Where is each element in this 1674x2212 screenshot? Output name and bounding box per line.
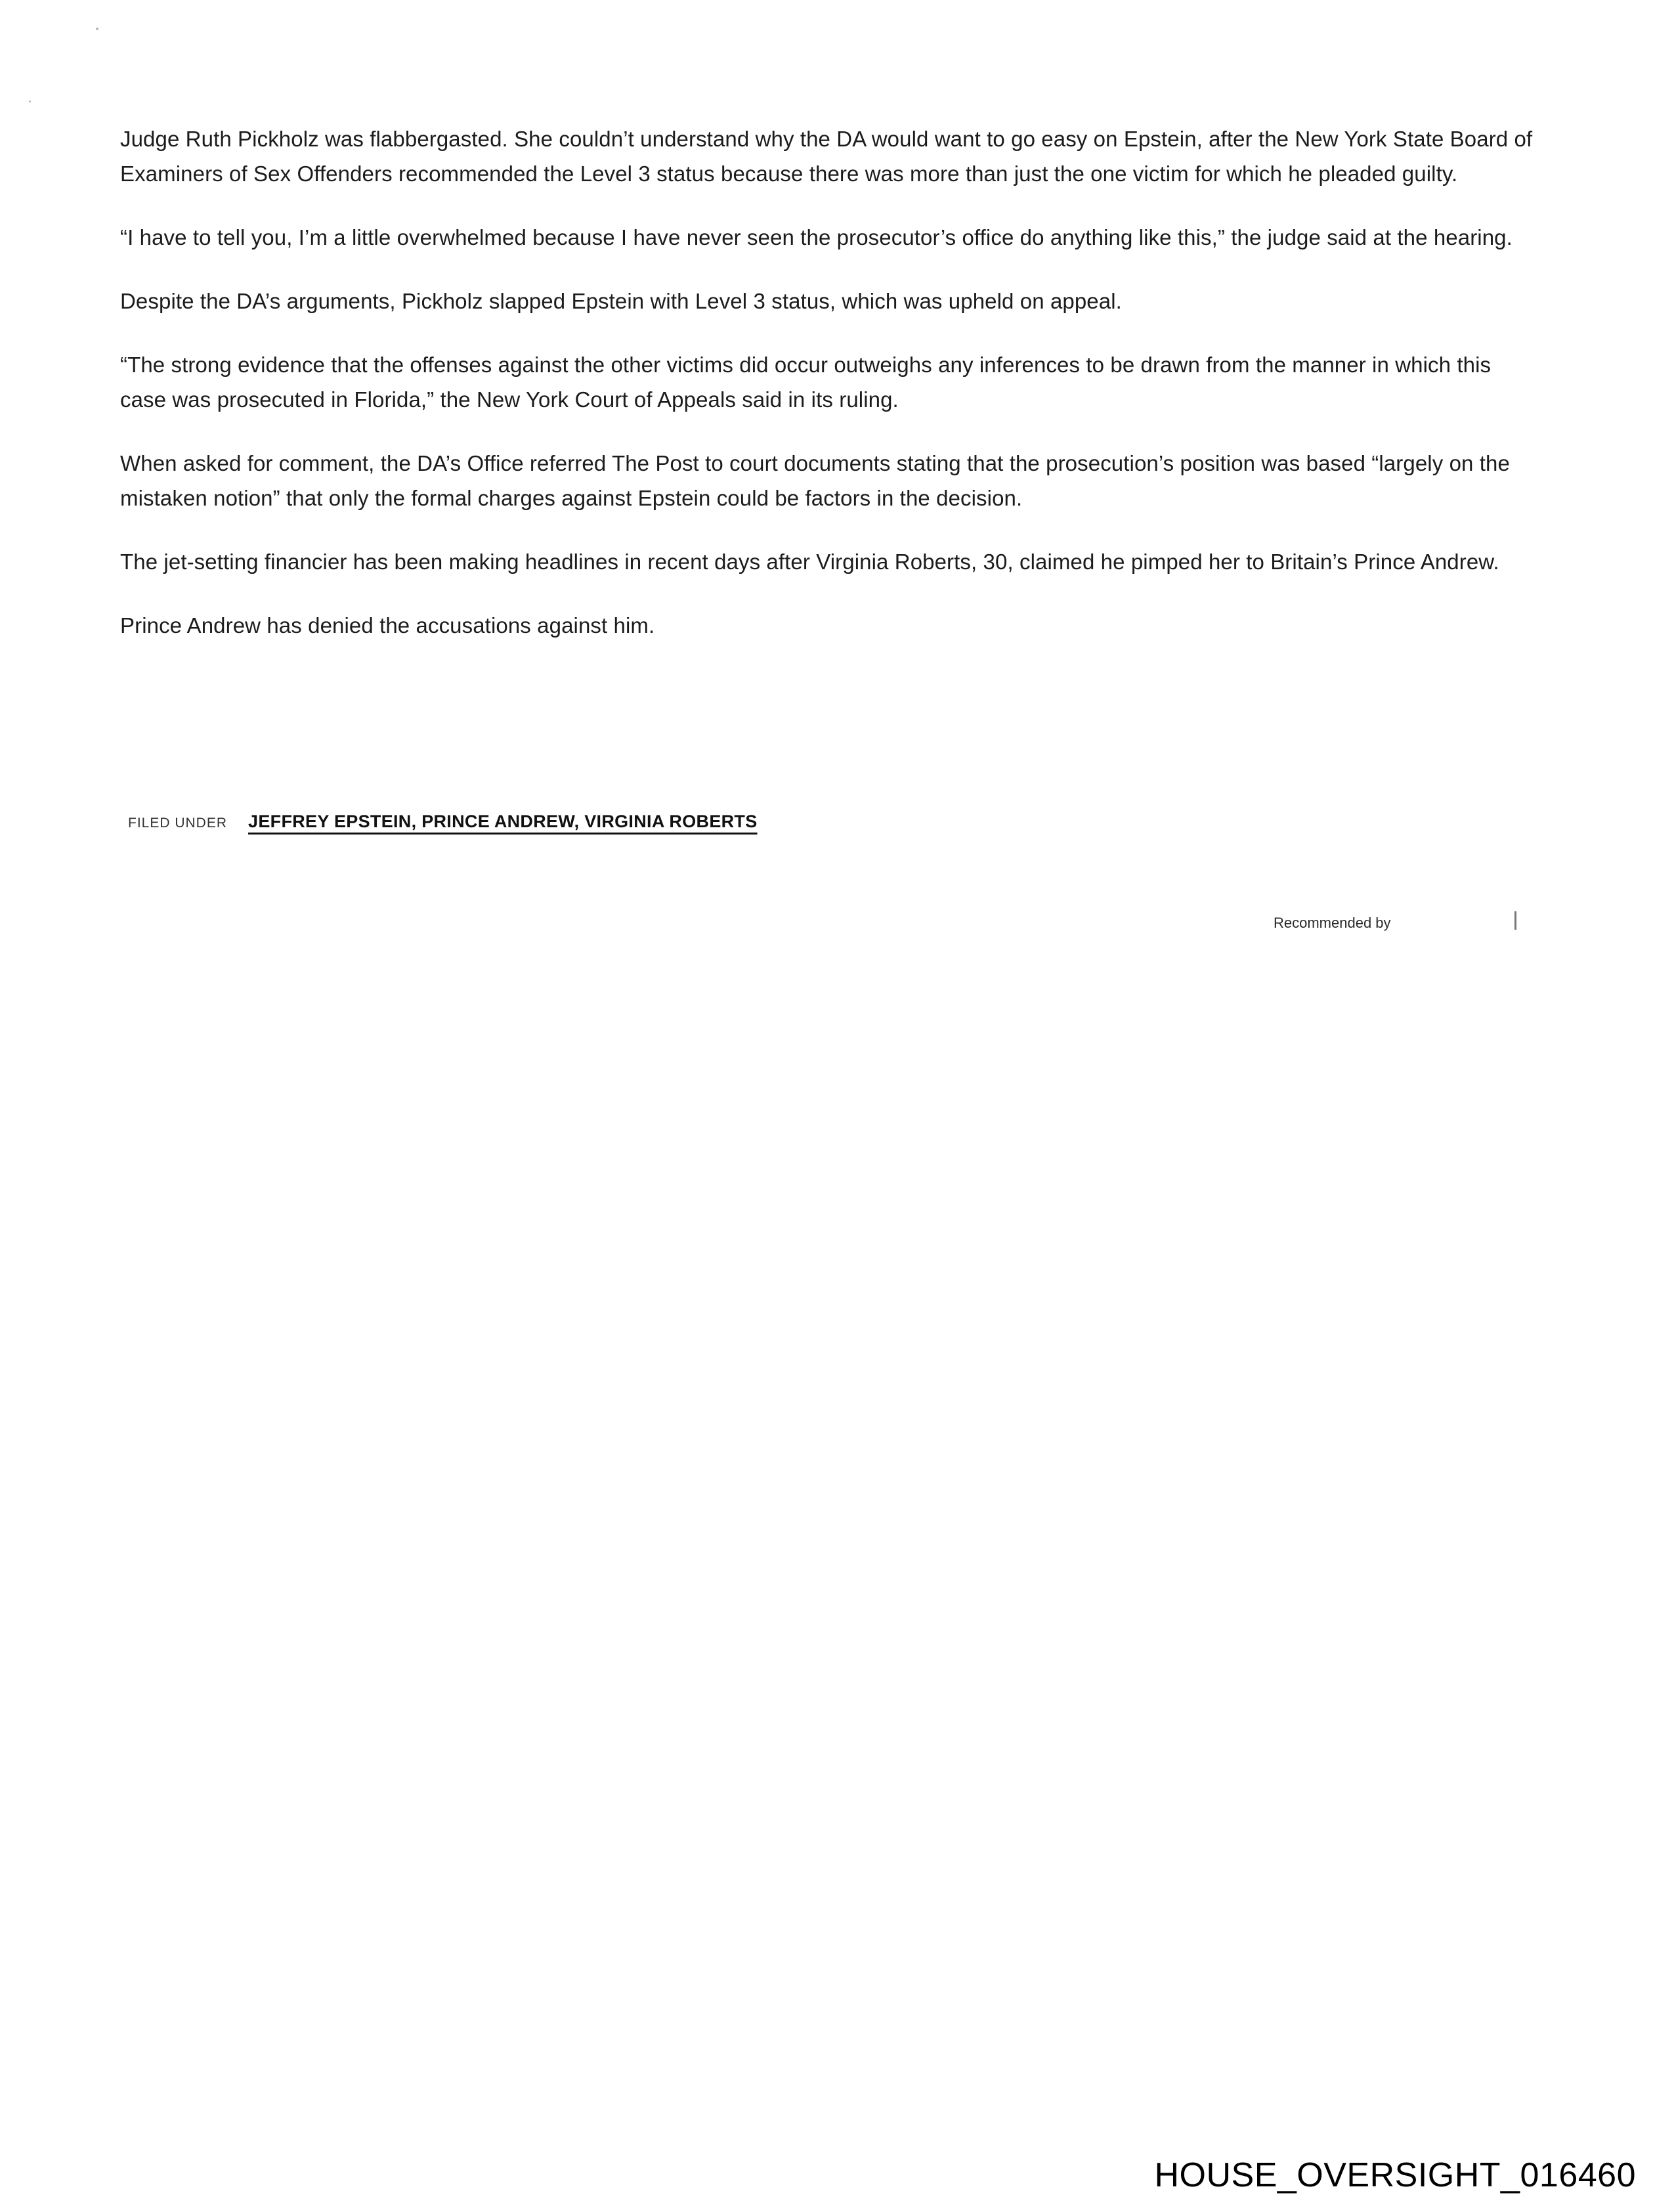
scan-speck bbox=[96, 28, 98, 30]
article-paragraph: Judge Ruth Pickholz was flabbergasted. She couldn’t understand why the DA would want to go easy on Epstein, after the New York State Board of Examiners of Sex Offenders recommended the Level 3 status because there was more than just the one victim for which he pleaded guilty. bbox=[120, 127, 1533, 186]
filed-under-label: FILED UNDER bbox=[128, 815, 228, 831]
article-paragraph: “The strong evidence that the offenses against the other victims did occur outweighs any inferences to be drawn from the manner in which this case was prosecuted in Florida,” the New York Court of Appeals said in its ruling. bbox=[120, 353, 1492, 412]
filed-under-tags-link[interactable]: JEFFREY EPSTEIN, PRINCE ANDREW, VIRGINIA ROBERTS bbox=[248, 812, 758, 831]
recommended-by-label: Recommended by bbox=[1274, 915, 1391, 931]
document-id-stamp: HOUSE_OVERSIGHT_016460 bbox=[1154, 2156, 1636, 2194]
filed-under bbox=[128, 812, 758, 832]
article-paragraph: Despite the DA’s arguments, Pickholz slapped Epstein with Level 3 status, which was upheld on appeal. bbox=[120, 289, 1122, 313]
article-body bbox=[120, 121, 1538, 672]
scan-speck bbox=[29, 100, 31, 102]
article-paragraph: Prince Andrew has denied the accusations against him. bbox=[120, 613, 655, 638]
recommended-divider bbox=[1514, 911, 1516, 930]
article-paragraph: “I have to tell you, I’m a little overwhelmed because I have never seen the prosecutor’s office do anything like this,” the judge said at the hearing. bbox=[120, 225, 1513, 249]
article-paragraph: The jet-setting financier has been making headlines in recent days after Virginia Roberts, 30, claimed he pimped her to Britain’s Prince Andrew. bbox=[120, 550, 1499, 574]
article-paragraph: When asked for comment, the DA’s Office referred The Post to court documents stating that the prosecution’s position was based “largely on the mistaken notion” that only the formal charges against Epstein could be factors in the decision. bbox=[120, 451, 1510, 510]
